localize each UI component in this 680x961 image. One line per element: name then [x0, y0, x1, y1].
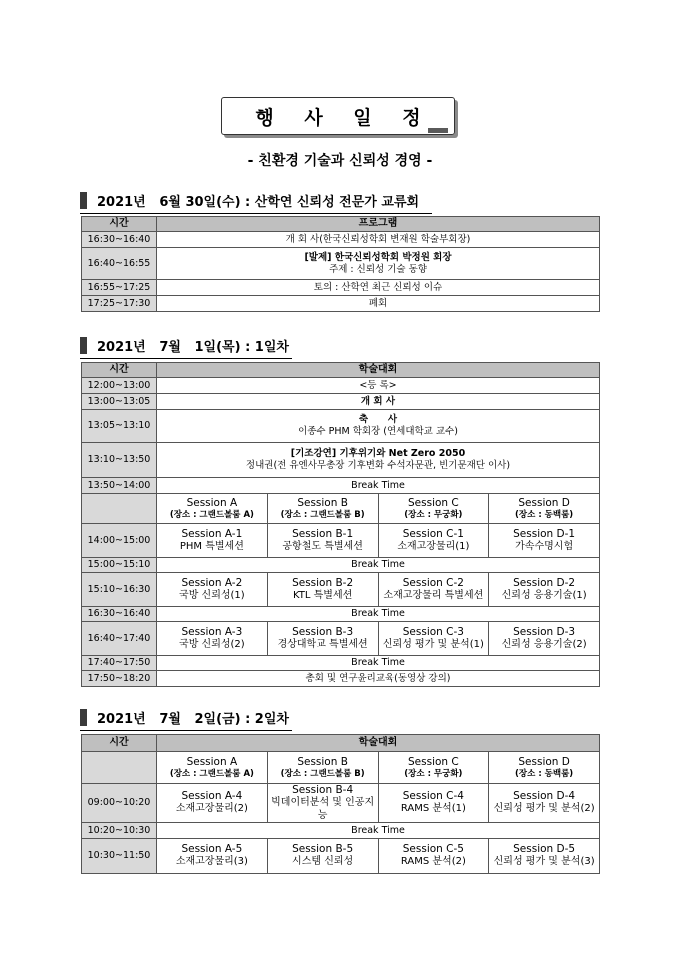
session-topic: 시스템 신뢰성: [292, 856, 354, 868]
section-underline: [80, 358, 292, 359]
session-name: Session B-2: [292, 576, 354, 589]
session-cell: [489, 622, 600, 656]
session-name: Session A-4: [181, 790, 243, 803]
session-cell: [157, 622, 268, 656]
table-row: [82, 823, 600, 839]
session-topic: 신뢰성 평가 및 분석(2): [493, 803, 595, 815]
table-row: [82, 671, 600, 687]
session-header: [157, 494, 268, 524]
session-cell: [267, 839, 378, 874]
session-name: Session C-3: [402, 625, 464, 638]
session-cell: [378, 524, 489, 558]
session-name: Session D-4: [513, 790, 576, 803]
session-name: Session D-2: [513, 576, 576, 589]
session-name: Session B-3: [292, 625, 354, 638]
session-name: Session A: [186, 496, 238, 509]
col-time: 시간: [82, 735, 157, 752]
session-cell: [489, 524, 600, 558]
table-row: [82, 558, 600, 573]
time-cell: 10:20~10:30: [82, 823, 157, 839]
schedule-table-day2: [81, 734, 600, 874]
session-name: Session B: [297, 755, 348, 768]
session-cell: [157, 839, 268, 874]
session-topic: 신뢰성 응용기술(1): [501, 589, 587, 601]
col-program: 프로그램: [157, 217, 600, 232]
session-cell: [489, 784, 600, 823]
session-topic: RAMS 분석(1): [400, 803, 466, 815]
session-name: Session D: [518, 496, 570, 509]
time-cell: 16:55~17:25: [82, 280, 157, 296]
program-cell: Break Time: [157, 478, 600, 494]
table-row: [82, 478, 600, 494]
session-name: Session C-1: [402, 527, 464, 540]
program-cell: Break Time: [157, 607, 600, 622]
time-cell: [82, 752, 157, 784]
session-header: [489, 494, 600, 524]
session-header: [378, 752, 489, 784]
session-cell: [489, 573, 600, 607]
session-header: [378, 494, 489, 524]
time-cell: 17:40~17:50: [82, 656, 157, 671]
program-cell: [157, 410, 600, 443]
session-cell: [267, 784, 378, 823]
session-name: Session A-3: [181, 625, 243, 638]
session-name: Session D-5: [513, 843, 576, 856]
session-topic: 신뢰성 응용기술(2): [501, 638, 587, 650]
time-cell: 13:10~13:50: [82, 443, 157, 478]
session-cell: [378, 784, 489, 823]
table-row: [82, 296, 600, 312]
title-decoration: [428, 128, 448, 133]
page-subtitle: - 친환경 기술과 신뢰성 경영 -: [247, 153, 433, 169]
session-topic: RAMS 분석(2): [400, 856, 466, 868]
page-title-text: 행 사 일 정: [255, 106, 433, 129]
session-topic: 가속수명시험: [515, 540, 574, 552]
program-line: [발제] 한국신뢰성학회 박정원 회장: [304, 251, 452, 263]
table-row: [82, 378, 600, 394]
session-cell: [378, 622, 489, 656]
table-header-row: [82, 363, 600, 378]
session-row: [82, 524, 600, 558]
program-line: 이종수 PHM 학회장 (연세대학교 교수): [298, 426, 458, 437]
table-row: [82, 656, 600, 671]
section-heading-text: 2021년 7월 1일(목) : 1일차: [97, 339, 289, 355]
program-cell: <등 록>: [157, 378, 600, 394]
session-cell: [157, 573, 268, 607]
time-cell: 17:25~17:30: [82, 296, 157, 312]
program-cell: 개 회 사: [157, 394, 600, 410]
time-cell: 12:00~13:00: [82, 378, 157, 394]
session-header: [267, 752, 378, 784]
section-marker: [80, 337, 87, 354]
session-place: (장소 : 그랜드볼룸 B): [280, 768, 365, 779]
session-topic: 소재고장물리 특별세션: [383, 589, 484, 601]
session-name: Session C: [408, 755, 459, 768]
session-cell: [489, 839, 600, 874]
schedule-table-day1: [81, 362, 600, 687]
program-line: [기조강연] 기후위기와 Net Zero 2050: [290, 448, 466, 460]
program-cell: Break Time: [157, 823, 600, 839]
col-time: 시간: [82, 217, 157, 232]
program-cell: Break Time: [157, 558, 600, 573]
session-name: Session B-4: [292, 784, 354, 796]
section-heading-day2: [80, 706, 292, 728]
page-title: [221, 97, 455, 135]
session-cell: [267, 573, 378, 607]
session-topic: 신뢰성 평가 및 분석(3): [493, 856, 595, 868]
session-cell: [157, 784, 268, 823]
schedule-table-day0: [81, 216, 600, 312]
time-cell: [82, 494, 157, 524]
session-name: Session B-1: [292, 527, 354, 540]
table-row: [82, 232, 600, 248]
session-header-row: [82, 752, 600, 784]
session-name: Session B-5: [292, 843, 354, 856]
session-name: Session A-1: [181, 527, 243, 540]
session-topic: 신뢰성 평가 및 분석(1): [382, 638, 484, 650]
session-cell: [157, 524, 268, 558]
time-cell: 16:40~17:40: [82, 622, 157, 656]
program-line: 주제 : 신뢰성 기술 동향: [329, 263, 427, 275]
session-name: Session C-5: [402, 843, 464, 856]
table-header-row: [82, 735, 600, 752]
section-heading-text: 2021년 6월 30일(수) : 산학연 신뢰성 전문가 교류회: [97, 194, 420, 210]
section-heading-text: 2021년 7월 2일(금) : 2일차: [97, 711, 289, 727]
session-name: Session D: [518, 755, 570, 768]
table-row: [82, 443, 600, 478]
session-name: Session C-4: [402, 790, 464, 803]
session-topic: 소재고장물리(3): [175, 856, 248, 868]
section-heading-day0: [80, 189, 432, 211]
table-row: [82, 280, 600, 296]
table-row: [82, 410, 600, 443]
time-cell: 10:30~11:50: [82, 839, 157, 874]
session-name: Session A: [186, 755, 238, 768]
table-header-row: [82, 217, 600, 232]
col-program: 학술대회: [157, 363, 600, 378]
program-cell: 개 회 사(한국신뢰성학회 변재원 학술부회장): [157, 232, 600, 248]
section-heading-day1: [80, 334, 292, 356]
program-cell: [157, 443, 600, 478]
session-cell: [267, 524, 378, 558]
table-row: [82, 394, 600, 410]
session-topic: 공항철도 특별세션: [282, 540, 363, 552]
time-cell: 16:40~16:55: [82, 248, 157, 280]
program-cell: 폐회: [157, 296, 600, 312]
session-row: [82, 573, 600, 607]
program-cell: 총회 및 연구윤리교육(동영상 강의): [157, 671, 600, 687]
session-cell: [378, 839, 489, 874]
table-row: [82, 607, 600, 622]
session-cell: [378, 573, 489, 607]
program-cell: [157, 248, 600, 280]
session-place: (장소 : 무궁화): [404, 768, 463, 779]
session-row: [82, 784, 600, 823]
time-cell: 16:30~16:40: [82, 607, 157, 622]
session-name: Session D-1: [513, 527, 576, 540]
session-name: Session A-5: [181, 843, 243, 856]
session-topic: 소재고장물리(1): [397, 540, 470, 552]
session-topic: 국방 신뢰성(1): [179, 589, 245, 601]
time-cell: 15:00~15:10: [82, 558, 157, 573]
time-cell: 17:50~18:20: [82, 671, 157, 687]
session-cell: [267, 622, 378, 656]
session-place: (장소 : 그랜드볼룸 B): [280, 509, 365, 520]
time-cell: 13:00~13:05: [82, 394, 157, 410]
section-marker: [80, 709, 87, 726]
section-underline: [80, 213, 432, 214]
program-cell: Break Time: [157, 656, 600, 671]
session-topic: 소재고장물리(2): [175, 803, 248, 815]
session-topic: 경상대학교 특별세션: [277, 638, 368, 650]
col-time: 시간: [82, 363, 157, 378]
session-header: [489, 752, 600, 784]
session-topic: 국방 신뢰성(2): [179, 638, 245, 650]
session-place: (장소 : 그랜드볼룸 A): [169, 768, 254, 779]
program-cell: 토의 : 산학연 최근 신뢰성 이슈: [157, 280, 600, 296]
col-program: 학술대회: [157, 735, 600, 752]
session-place: (장소 : 그랜드볼룸 A): [169, 509, 254, 520]
session-place: (장소 : 무궁화): [404, 509, 463, 520]
session-place: (장소 : 동백룸): [515, 509, 574, 520]
section-underline: [80, 730, 292, 731]
session-row: [82, 839, 600, 874]
program-line: 정내권(전 유엔사무총장 기후변화 수석자문관, 빈기문재단 이사): [245, 460, 511, 471]
time-cell: 13:05~13:10: [82, 410, 157, 443]
table-row: [82, 248, 600, 280]
time-cell: 09:00~10:20: [82, 784, 157, 823]
session-name: Session D-3: [513, 625, 576, 638]
session-header: [157, 752, 268, 784]
session-name: Session C: [408, 496, 459, 509]
session-place: (장소 : 동백룸): [515, 768, 574, 779]
session-name: Session A-2: [181, 576, 243, 589]
time-cell: 13:50~14:00: [82, 478, 157, 494]
time-cell: 16:30~16:40: [82, 232, 157, 248]
session-name: Session C-2: [402, 576, 464, 589]
session-header-row: [82, 494, 600, 524]
session-topic: PHM 특별세션: [179, 540, 244, 552]
session-row: [82, 622, 600, 656]
session-name: Session B: [297, 496, 348, 509]
section-marker: [80, 192, 87, 209]
session-topic: 빅데이터분석 및 인공지능: [271, 797, 375, 821]
time-cell: 14:00~15:00: [82, 524, 157, 558]
session-header: [267, 494, 378, 524]
session-topic: KTL 특별세션: [292, 589, 353, 601]
program-line: 축 사: [358, 414, 398, 426]
time-cell: 15:10~16:30: [82, 573, 157, 607]
